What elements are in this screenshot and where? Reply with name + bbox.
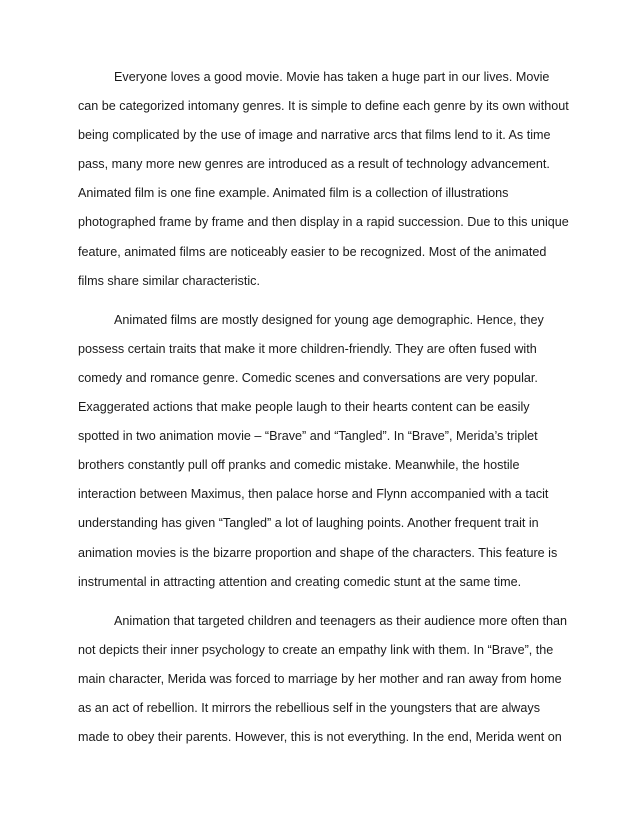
text-line: can be categorized intomany genres. It is simple to define each genre by its own without [78, 99, 569, 114]
text-line: Animation that targeted children and teenagers as their audience more often than [114, 613, 567, 628]
text-line: spotted in two animation movie – “Brave” and “Tangled”. In “Brave”, Merida’s triplet [78, 429, 538, 444]
text-line: not depicts their inner psychology to create an empathy link with them. In “Brave”, the [78, 642, 554, 657]
text-line: interaction between Maximus, then palace horse and Flynn accompanied with a tacit [78, 487, 549, 502]
text-line: Everyone loves a good movie. Movie has taken a huge part in our lives. Movie [114, 70, 550, 84]
paragraph-3 [78, 607, 567, 752]
text-line: pass, many more new genres are introduced as a result of technology advancement. [78, 157, 550, 172]
text-line: being complicated by the use of image and narrative arcs that films lend to it. As time [78, 128, 551, 143]
text-line: made to obey their parents. However, this is not everything. In the end, Merida went on [78, 730, 562, 745]
text-line: instrumental in attracting attention and creating comedic stunt at the same time. [78, 574, 522, 589]
text-line: comedy and romance genre. Comedic scenes and conversations are very popular. [78, 370, 538, 385]
text-line: main character, Merida was forced to marriage by her mother and ran away from home [78, 671, 562, 686]
essay-body [78, 63, 569, 762]
text-line: animation movies is the bizarre proportion and shape of the characters. This feature is [78, 545, 558, 560]
text-line: Animated film is one fine example. Animated film is a collection of illustrations [78, 186, 509, 201]
text-line: possess certain traits that make it more children-friendly. They are often fused with [78, 341, 537, 356]
text-line: understanding has given “Tangled” a lot of laughing points. Another frequent trait in [78, 516, 539, 531]
text-line: as an act of rebellion. It mirrors the rebellious self in the youngsters that are always [78, 700, 540, 715]
text-line: feature, animated films are noticeably easier to be recognized. Most of the animated [78, 244, 547, 259]
text-line: films share similar characteristic. [78, 273, 260, 288]
paragraph-1 [78, 63, 569, 296]
text-line: Exaggerated actions that make people laugh to their hearts content can be easily [78, 400, 530, 415]
text-line: photographed frame by frame and then display in a rapid succession. Due to this unique [78, 215, 569, 230]
paragraph-2 [78, 306, 558, 597]
text-line: Animated films are mostly designed for young age demographic. Hence, they [114, 312, 544, 327]
text-line: brothers constantly pull off pranks and comedic mistake. Meanwhile, the hostile [78, 458, 520, 473]
